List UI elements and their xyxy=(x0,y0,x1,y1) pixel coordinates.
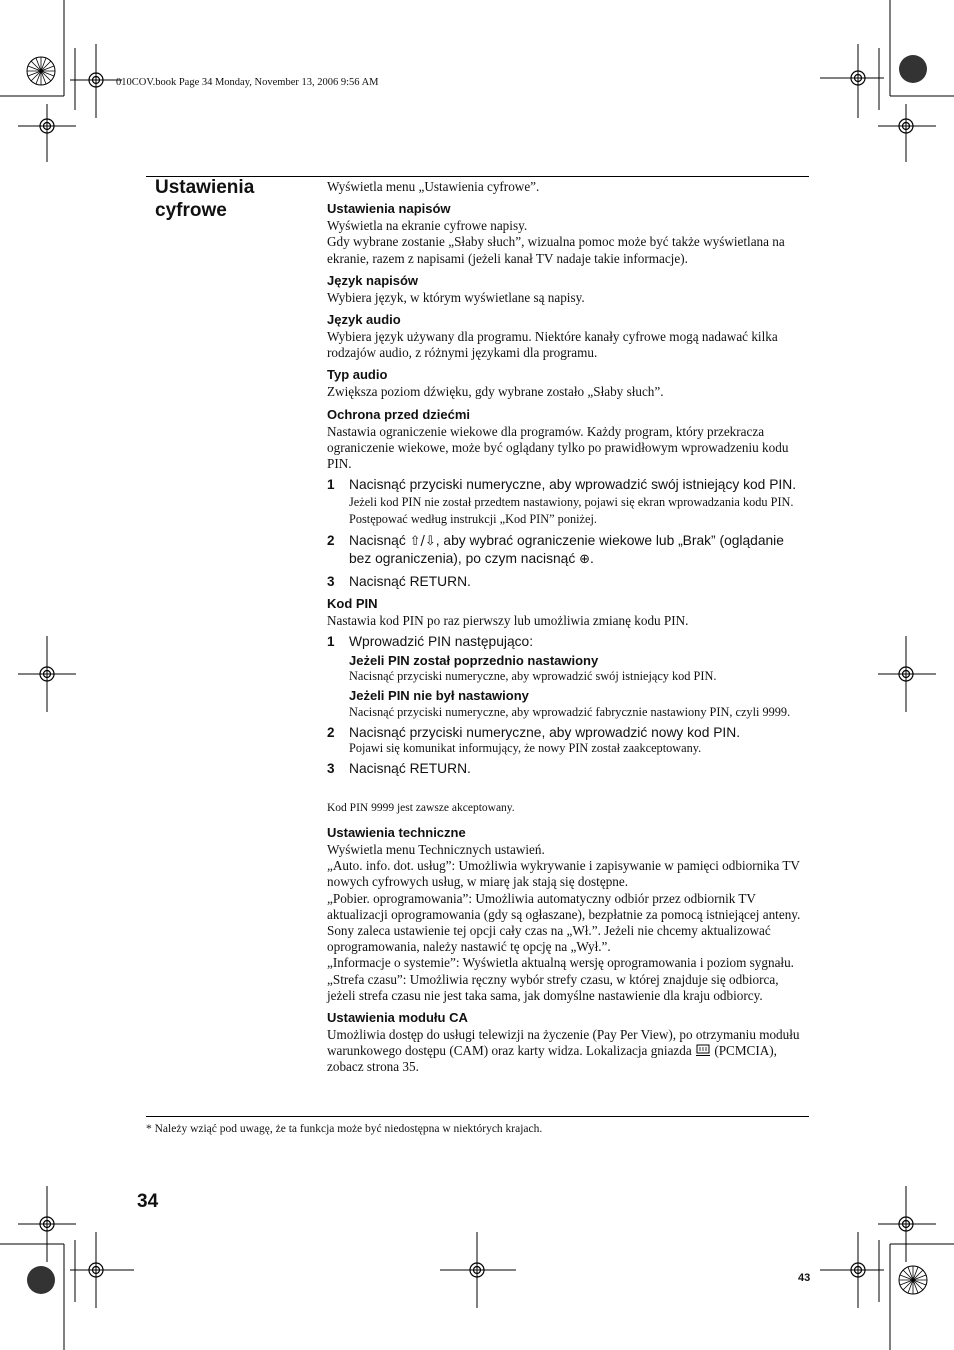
enter-button-icon: ⊕ xyxy=(579,552,590,568)
up-down-arrow-icon: ⇧/⇩ xyxy=(409,533,436,549)
step-text-part: , aby wybrać ograniczenie wiekowe lub „Brak” (oglądanie bez ograniczenia), po czym nacisnąć xyxy=(349,532,784,567)
print-page-number: 43 xyxy=(798,1272,811,1284)
page-number: 34 xyxy=(137,1191,159,1212)
jezyk-audio-text: Wybiera język używany dla programu. Niektóre kanały cyfrowe mogą nadawać kilka rodzajów audio, z różnymi językami dla programu. xyxy=(327,329,778,361)
section-title: Ustawienia cyfrowe xyxy=(155,177,255,221)
step-note: Pojawi się komunikat informujący, że nowy PIN został zaakceptowany. xyxy=(349,741,702,756)
step-text: Nacisnąć przyciski numeryczne, aby wprowadzić swój istniejący kod PIN. xyxy=(349,477,797,493)
bottom-rule xyxy=(146,1116,809,1117)
typ-audio-text: Zwiększa poziom dźwięku, gdy wybrane zostało „Słaby słuch”. xyxy=(327,384,664,400)
subheading-pin-set: Jeżeli PIN został poprzednio nastawiony xyxy=(349,652,599,668)
kod-pin-step-3 xyxy=(327,760,809,778)
kod-pin-tip: Kod PIN 9999 jest zawsze akceptowany. xyxy=(327,801,515,814)
heading-ochrona: Ochrona przed dziećmi xyxy=(327,406,471,422)
step-number: 1 xyxy=(327,634,335,650)
napisy-text-2: Gdy wybrane zostanie „Słaby słuch”, wizualna pomoc może być także wyświetlana na ekranie, razem z napisami (jeżeli kanał TV nadaje takie informacje). xyxy=(327,234,785,266)
heading-techniczne: Ustawienia techniczne xyxy=(327,824,466,840)
step-number: 3 xyxy=(327,573,335,589)
heading-modul-ca: Ustawienia modułu CA xyxy=(327,1009,468,1025)
sub-text-pin-set: Nacisnąć przyciski numeryczne, aby wprowadzić swój istniejący kod PIN. xyxy=(349,668,717,683)
heading-typ-audio: Typ audio xyxy=(327,367,388,383)
step-number: 1 xyxy=(327,477,335,493)
step-text-part: Nacisnąć xyxy=(349,532,410,548)
step-number: 2 xyxy=(327,532,335,548)
intro-text: Wyświetla menu „Ustawienia cyfrowe”. xyxy=(327,179,540,194)
heading-jezyk-audio: Język audio xyxy=(327,312,401,328)
heading-jezyk-napisow: Język napisów xyxy=(327,272,419,288)
heading-kod-pin: Kod PIN xyxy=(327,596,378,612)
kod-pin-step-1 xyxy=(327,633,809,720)
modul-ca-text-part: (PCMCIA), zobacz strona 35. xyxy=(327,1043,777,1075)
book-info-header: 010COV.book Page 34 Monday, November 13, 2006 9:56 AM xyxy=(116,77,379,88)
step-text: Nacisnąć przyciski numeryczne, aby wprowadzić nowy kod PIN. xyxy=(349,724,741,740)
heading-napisy: Ustawienia napisów xyxy=(327,201,451,217)
modul-ca-text-part: Umożliwia dostęp do usługi telewizji na życzenie (Pay Per View), po otrzymaniu modułu warunkowego dostępu (CAM) oraz karty widza. Lokalizacja gniazda xyxy=(327,1026,800,1059)
kod-pin-text: Nastawia kod PIN po raz pierwszy lub umożliwia zmianę kodu PIN. xyxy=(327,613,689,629)
step-number: 3 xyxy=(327,761,335,777)
ochrona-step-1 xyxy=(327,476,809,528)
napisy-text-1: Wyświetla na ekranie cyfrowe napisy. xyxy=(327,218,528,234)
step-note: Jeżeli kod PIN nie został przedtem nastawiony, pojawi się ekran wprowadzania kodu PIN. Postępować według instrukcji „Kod PIN” poniżej. xyxy=(349,494,794,526)
pcmcia-slot-icon xyxy=(695,1044,711,1057)
techniczne-text-5: „Strefa czasu”: Umożliwia ręczny wybór strefy czasu, w której znajduje się odbiorca, jeżeli strefa czasu nie jest taka sama, jak domyślne nastawienie dla kraju odbiorcy. xyxy=(327,971,779,1003)
content-column xyxy=(327,179,809,1076)
techniczne-text-2: „Auto. info. dot. usług”: Umożliwia wykrywanie i zapisywanie w pamięci odbiornika TV nowych cyfrowych usług, w miarę jak stają się dostępne. xyxy=(327,858,800,890)
subheading-pin-not-set: Jeżeli PIN nie był nastawiony xyxy=(349,687,529,703)
step-text: Nacisnąć RETURN. xyxy=(349,573,471,589)
footnote: * Należy wziąć pod uwagę, że ta funkcja może być niedostępna w niektórych krajach. xyxy=(146,1123,543,1135)
ochrona-step-3 xyxy=(327,573,809,591)
techniczne-text-3: „Pobier. oprogramowania”: Umożliwia automatyczny odbiór przez odbiornik TV aktualizacji oprogramowania (gdy są ogłaszane), bezpłatnie za pomocą istniejącej anteny. Sony zaleca ustawienie tej opcji cały czas na „Wł.”. Jeżeli nie chcemy aktualizować oprogramowania, należy nastawić tę opcję na „Wył.”. xyxy=(327,890,801,955)
sub-text-pin-not-set: Nacisnąć przyciski numeryczne, aby wprowadzić fabrycznie nastawiony PIN, czyli 9999. xyxy=(349,704,791,719)
step-text-part: . xyxy=(589,551,594,567)
step-number: 2 xyxy=(327,724,335,740)
ochrona-text: Nastawia ograniczenie wiekowe dla programów. Każdy program, który przekracza ograniczenie wiekowe, może być oglądany tylko po prawidłowym wprowadzeniu kodu PIN. xyxy=(327,423,789,472)
step-text: Wprowadzić PIN następująco: xyxy=(349,634,534,650)
techniczne-text-4: „Informacje o systemie”: Wyświetla aktualną wersję oprogramowania i poziom sygnału. xyxy=(327,955,794,971)
kod-pin-step-2 xyxy=(327,724,809,757)
modul-ca-text xyxy=(327,1027,809,1076)
ochrona-step-2 xyxy=(327,532,809,569)
techniczne-text-1: Wyświetla menu Technicznych ustawień. xyxy=(327,841,545,857)
jezyk-napisow-text: Wybiera język, w którym wyświetlane są napisy. xyxy=(327,289,585,305)
step-text: Nacisnąć RETURN. xyxy=(349,761,471,777)
step-text xyxy=(349,532,809,569)
